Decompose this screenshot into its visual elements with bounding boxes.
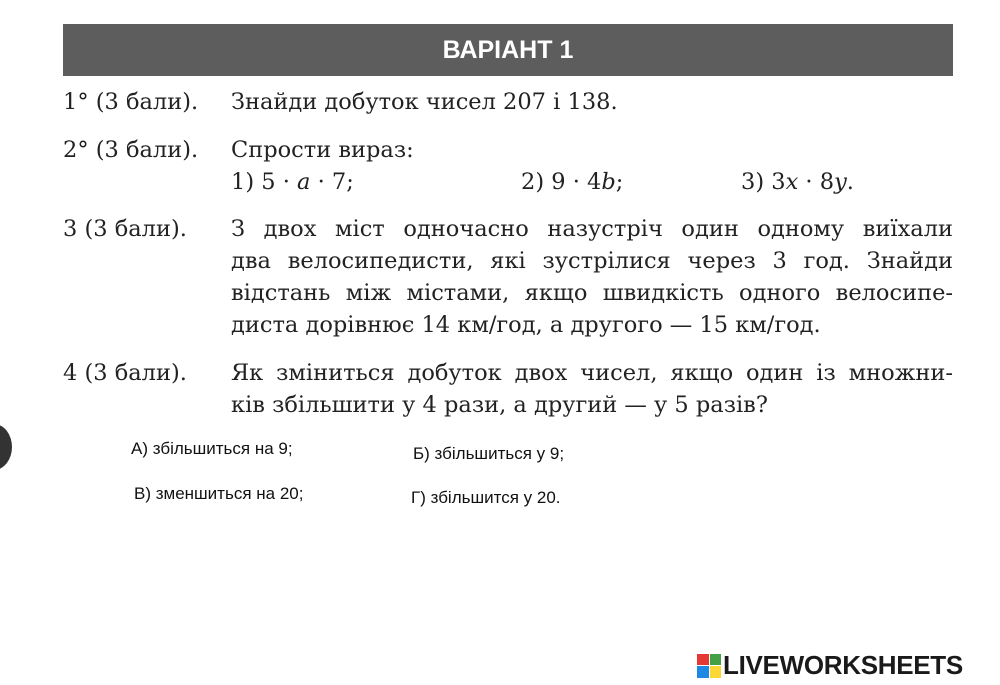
logo-text: LIVEWORKSHEETS: [723, 650, 963, 680]
task-label: 1° (3 бали).: [63, 89, 199, 115]
answer-option-a[interactable]: А) збільшиться на 9;: [131, 439, 293, 458]
task-label: 3 (3 бали).: [63, 216, 187, 242]
text-line: ків збільшити у 4 рази, а другий — у 5 разів?: [231, 392, 768, 418]
answer-option-b[interactable]: Б) збільшиться у 9;: [413, 444, 565, 463]
edge-circle-decoration: [0, 424, 12, 470]
logo-mark-icon: [697, 654, 721, 678]
task-text: [231, 357, 953, 421]
expression-1: 1) 5 · a · 7;: [231, 169, 354, 195]
task-4: [63, 357, 953, 421]
task-2: [63, 134, 953, 198]
logo-square: [710, 654, 722, 666]
expression-3: 3) 3x · 8y.: [741, 169, 854, 195]
text-line: відстань між містами, якщо швидкість одного велосипе-: [231, 280, 953, 306]
logo-square: [697, 666, 709, 678]
text-line: два велосипедисти, які зустрілися через 3 год. Знайди: [231, 248, 953, 274]
answer-option-v[interactable]: В) зменшиться на 20;: [134, 484, 304, 503]
variant-title-banner: [63, 24, 953, 76]
task-label: 2° (3 бали).: [63, 137, 199, 163]
task-3: [63, 213, 953, 341]
answer-option-g[interactable]: Г) збільшится у 20.: [411, 488, 561, 507]
task-label: 4 (3 бали).: [63, 360, 187, 386]
variant-title: ВАРІАНТ 1: [442, 35, 574, 64]
task-text: [231, 213, 953, 341]
task-text: Спрости вираз:: [231, 137, 414, 163]
logo-square: [697, 654, 709, 666]
liveworksheets-logo: [697, 650, 963, 681]
task-text: Знайди добуток чисел 207 і 138.: [231, 89, 618, 115]
text-line: Як зміниться добуток двох чисел, якщо один із множни-: [231, 360, 953, 386]
task-1: [63, 86, 953, 118]
logo-square: [710, 666, 722, 678]
text-line: диста дорівнює 14 км/год, а другого — 15 км/год.: [231, 312, 821, 338]
expression-2: 2) 9 · 4b;: [521, 169, 624, 195]
text-line: З двох міст одночасно назустріч один одному виїхали: [231, 216, 953, 242]
